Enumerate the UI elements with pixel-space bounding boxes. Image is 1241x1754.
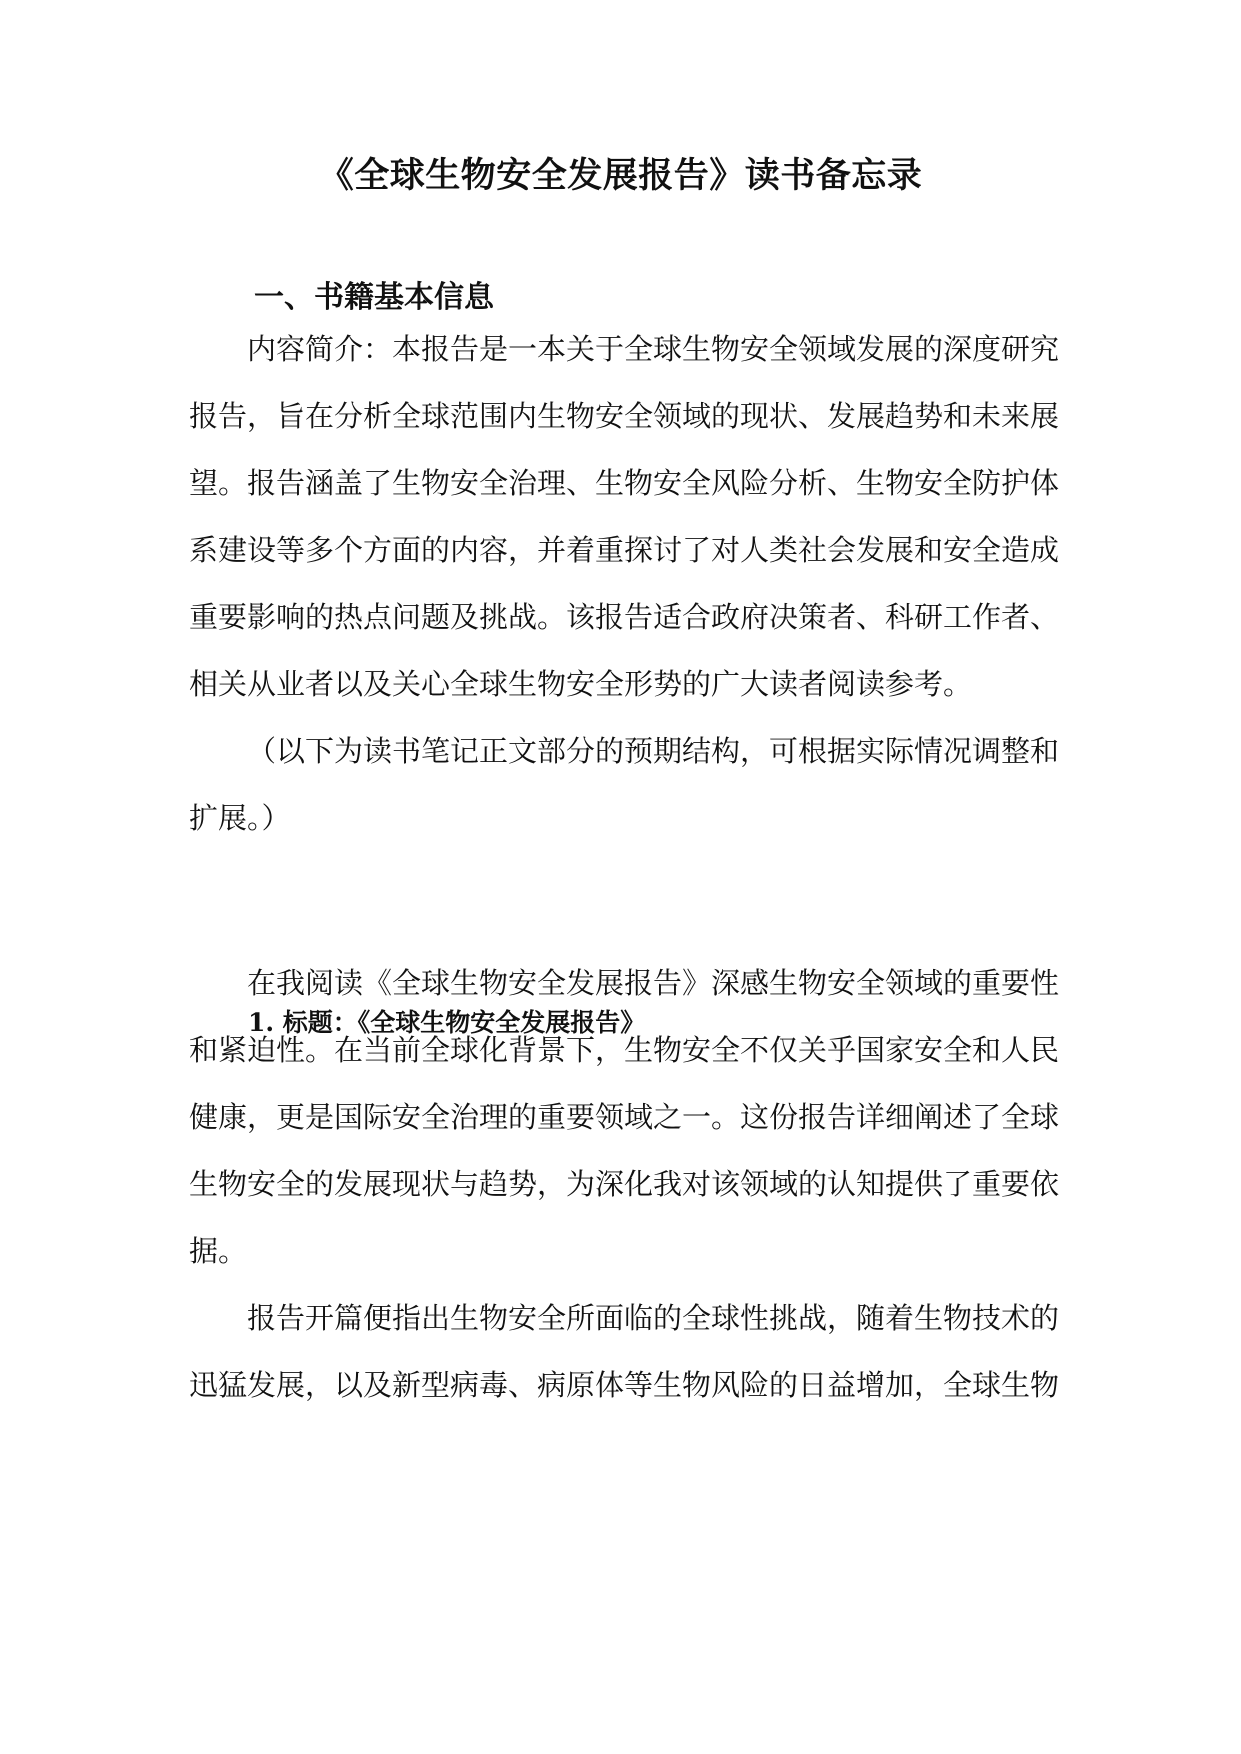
- paragraph-line: 迅猛发展，以及新型病毒、病原体等生物风险的日益增加，全球生物: [189, 1368, 1060, 1402]
- paragraph-line: 据。: [189, 1234, 248, 1268]
- paragraph-line: 生物安全的发展现状与趋势，为深化我对该领域的认知提供了重要依: [189, 1167, 1060, 1201]
- paragraph-line: 报告开篇便指出生物安全所面临的全球性挑战，随着生物技术的: [247, 1301, 1060, 1335]
- intro-line: 重要影响的热点问题及挑战。该报告适合政府决策者、科研工作者、: [189, 600, 1060, 634]
- paragraph-line: 健康，更是国际安全治理的重要领域之一。这份报告详细阐述了全球: [189, 1100, 1060, 1134]
- intro-line: 望。报告涵盖了生物安全治理、生物安全风险分析、生物安全防护体: [189, 466, 1060, 500]
- intro-line: 系建设等多个方面的内容，并着重探讨了对人类社会发展和安全造成: [189, 533, 1060, 567]
- note-line: （以下为读书笔记正文部分的预期结构，可根据实际情况调整和: [247, 734, 1060, 768]
- intro-line: 相关从业者以及关心全球生物安全形势的广大读者阅读参考。: [189, 667, 973, 701]
- document-title: 《全球生物安全发展报告》读书备忘录: [318, 155, 923, 196]
- note-line: 扩展。）: [189, 801, 291, 835]
- subheading-title: 1. 标题：《全球生物安全发展报告》: [248, 1008, 646, 1037]
- paragraph-line: 和紧迫性。在当前全球化背景下，生物安全不仅关乎国家安全和人民: [189, 1033, 1060, 1067]
- paragraph-line: 在我阅读《全球生物安全发展报告》深感生物安全领域的重要性: [247, 966, 1060, 1000]
- intro-line: 内容简介：本报告是一本关于全球生物安全领域发展的深度研究: [247, 332, 1060, 366]
- section-heading-basic-info: 一、书籍基本信息: [254, 280, 494, 315]
- intro-line: 报告，旨在分析全球范围内生物安全领域的现状、发展趋势和未来展: [189, 399, 1060, 433]
